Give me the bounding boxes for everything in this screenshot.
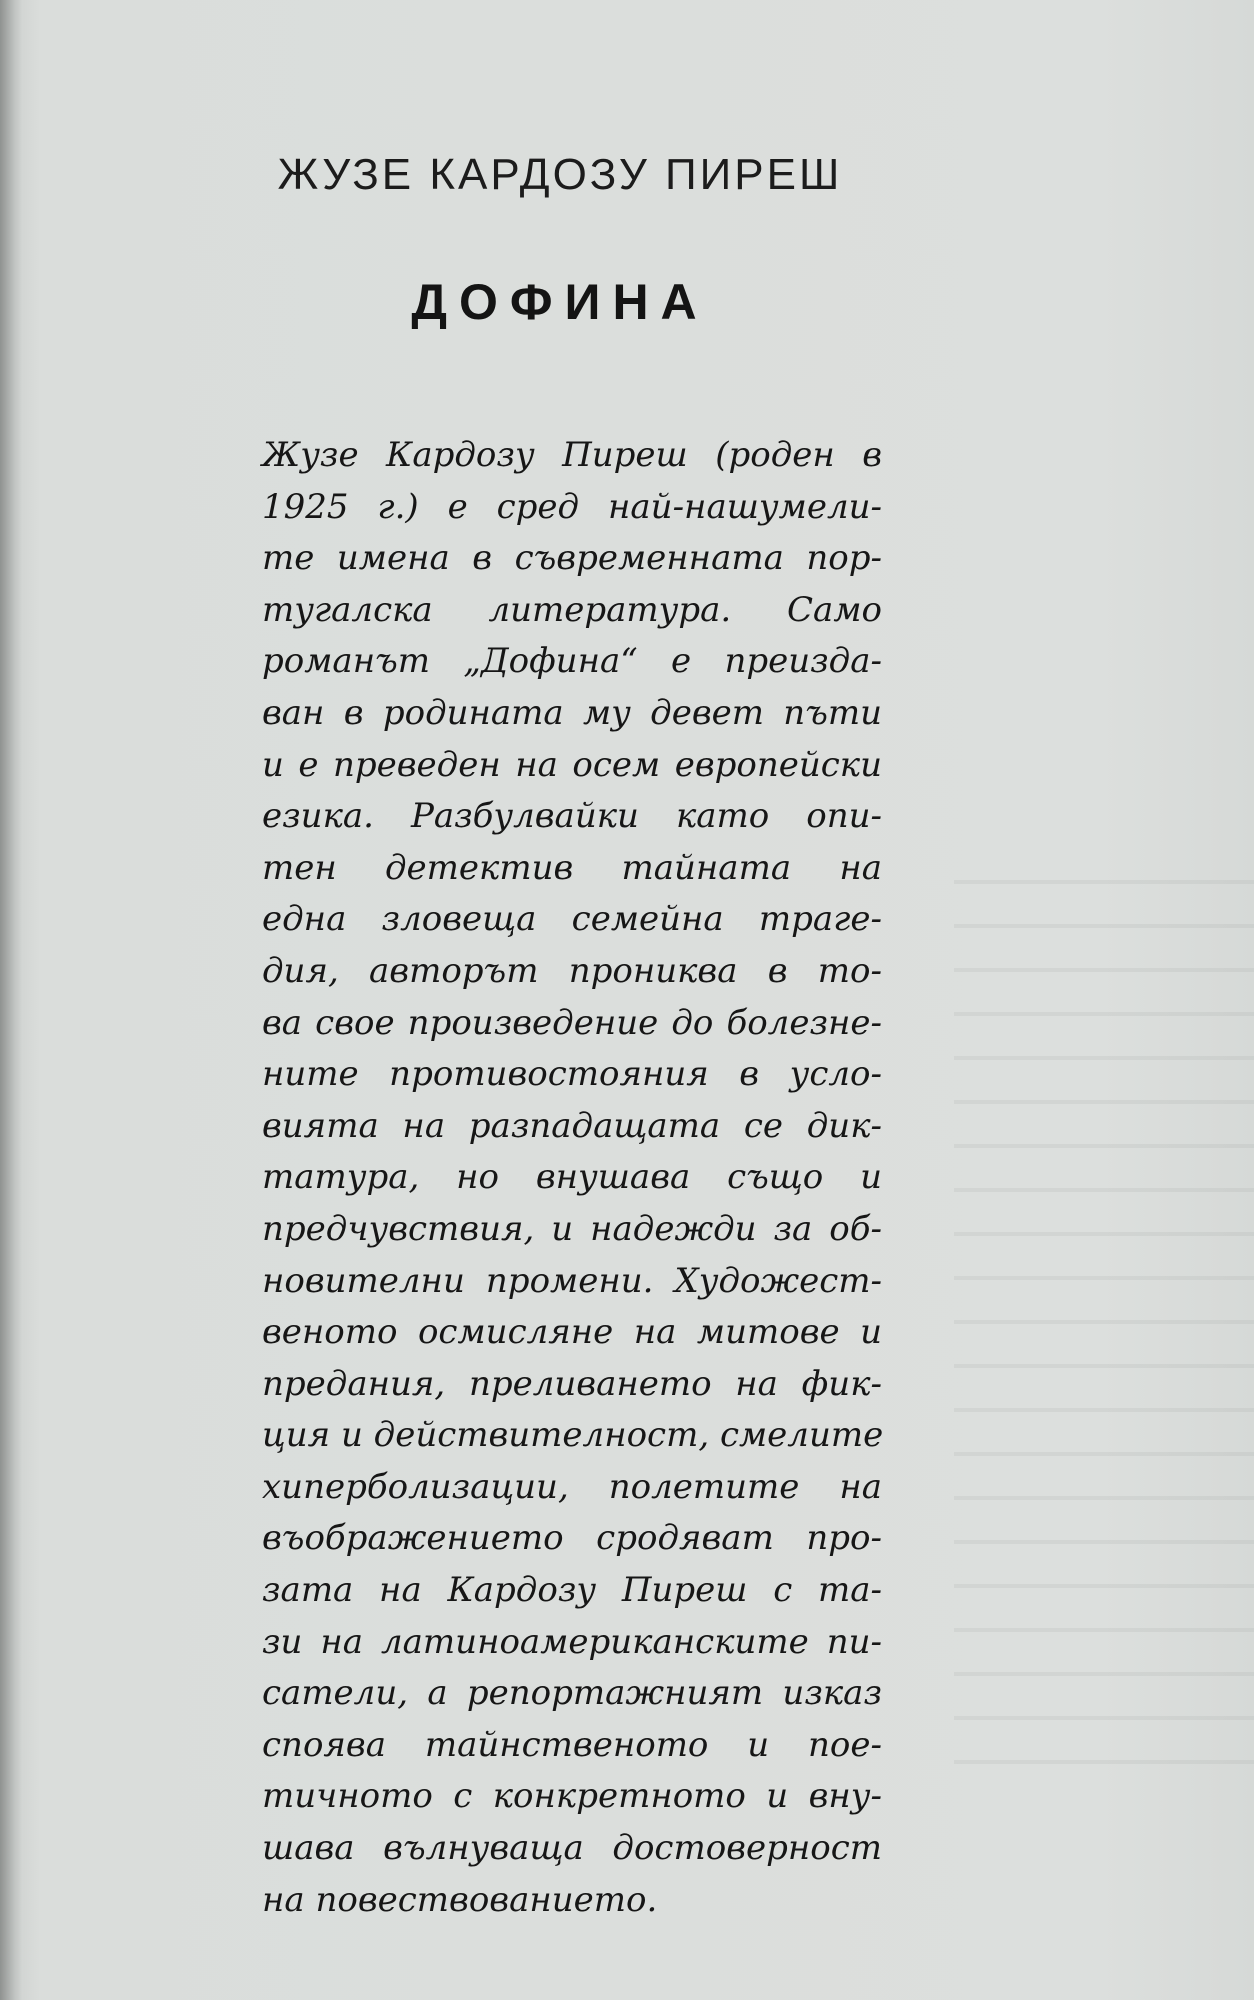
blurb-line: езика. Разбулвайки като опи-	[262, 796, 882, 837]
blurb-line: и е преведен на осем европейски	[262, 744, 882, 785]
blurb-line: хиперболизации, полетите на	[262, 1466, 882, 1507]
blurb-line: татура, но внушава също и	[262, 1157, 882, 1198]
blurb-line: зи на латиноамериканските пи-	[262, 1621, 882, 1662]
blurb-line: споява тайнственото и пое-	[262, 1724, 882, 1765]
blurb-line: на повествованието.	[262, 1879, 658, 1920]
blurb-line: новителни промени. Художест-	[262, 1260, 882, 1301]
blurb-line: тен детектив тайната на	[262, 847, 882, 888]
blurb-line: зата на Кардозу Пиреш с та-	[262, 1570, 882, 1611]
blurb-line: ван в родината му девет пъти	[262, 692, 882, 733]
book-title: ДОФИНА	[411, 274, 709, 330]
blurb-line: предчувствия, и надежди за об-	[262, 1208, 882, 1249]
blurb-line: тугалска литература. Само	[262, 589, 882, 630]
blurb-line: ните противостояния в усло-	[262, 1054, 882, 1095]
blurb-line: вията на разпадащата се дик-	[262, 1105, 882, 1146]
blurb-line: романът „Дофина“ е преизда-	[262, 641, 882, 682]
bleed-through-texture	[954, 880, 1254, 1780]
blurb-line: предания, преливането на фик-	[262, 1363, 882, 1404]
blurb-line: веното осмисляне на митове и	[262, 1312, 882, 1353]
blurb-line: въображението сродяват про-	[262, 1518, 882, 1559]
blurb-line: ва свое произведение до болезне-	[262, 1002, 882, 1043]
blurb-paragraph	[262, 430, 882, 1926]
blurb-line: тичното с конкретното и вну-	[262, 1776, 882, 1817]
blurb-line: сатели, а репортажният изказ	[262, 1673, 882, 1714]
blurb-line: шава вълнуваща достоверност	[262, 1828, 882, 1869]
blurb-line: една зловеща семейна траге-	[262, 899, 882, 940]
blurb-line: ция и действителност, смелите	[262, 1415, 884, 1456]
blurb-line: 1925 г.) е сред най-нашумели-	[262, 486, 882, 527]
author-name: ЖУЗЕ КАРДОЗУ ПИРЕШ	[277, 150, 843, 199]
blurb-line: Жузе Кардозу Пиреш (роден в	[262, 435, 882, 475]
blurb-line: те имена в съвременната пор-	[262, 538, 882, 579]
blurb-line: дия, авторът прониква в то-	[262, 950, 882, 991]
